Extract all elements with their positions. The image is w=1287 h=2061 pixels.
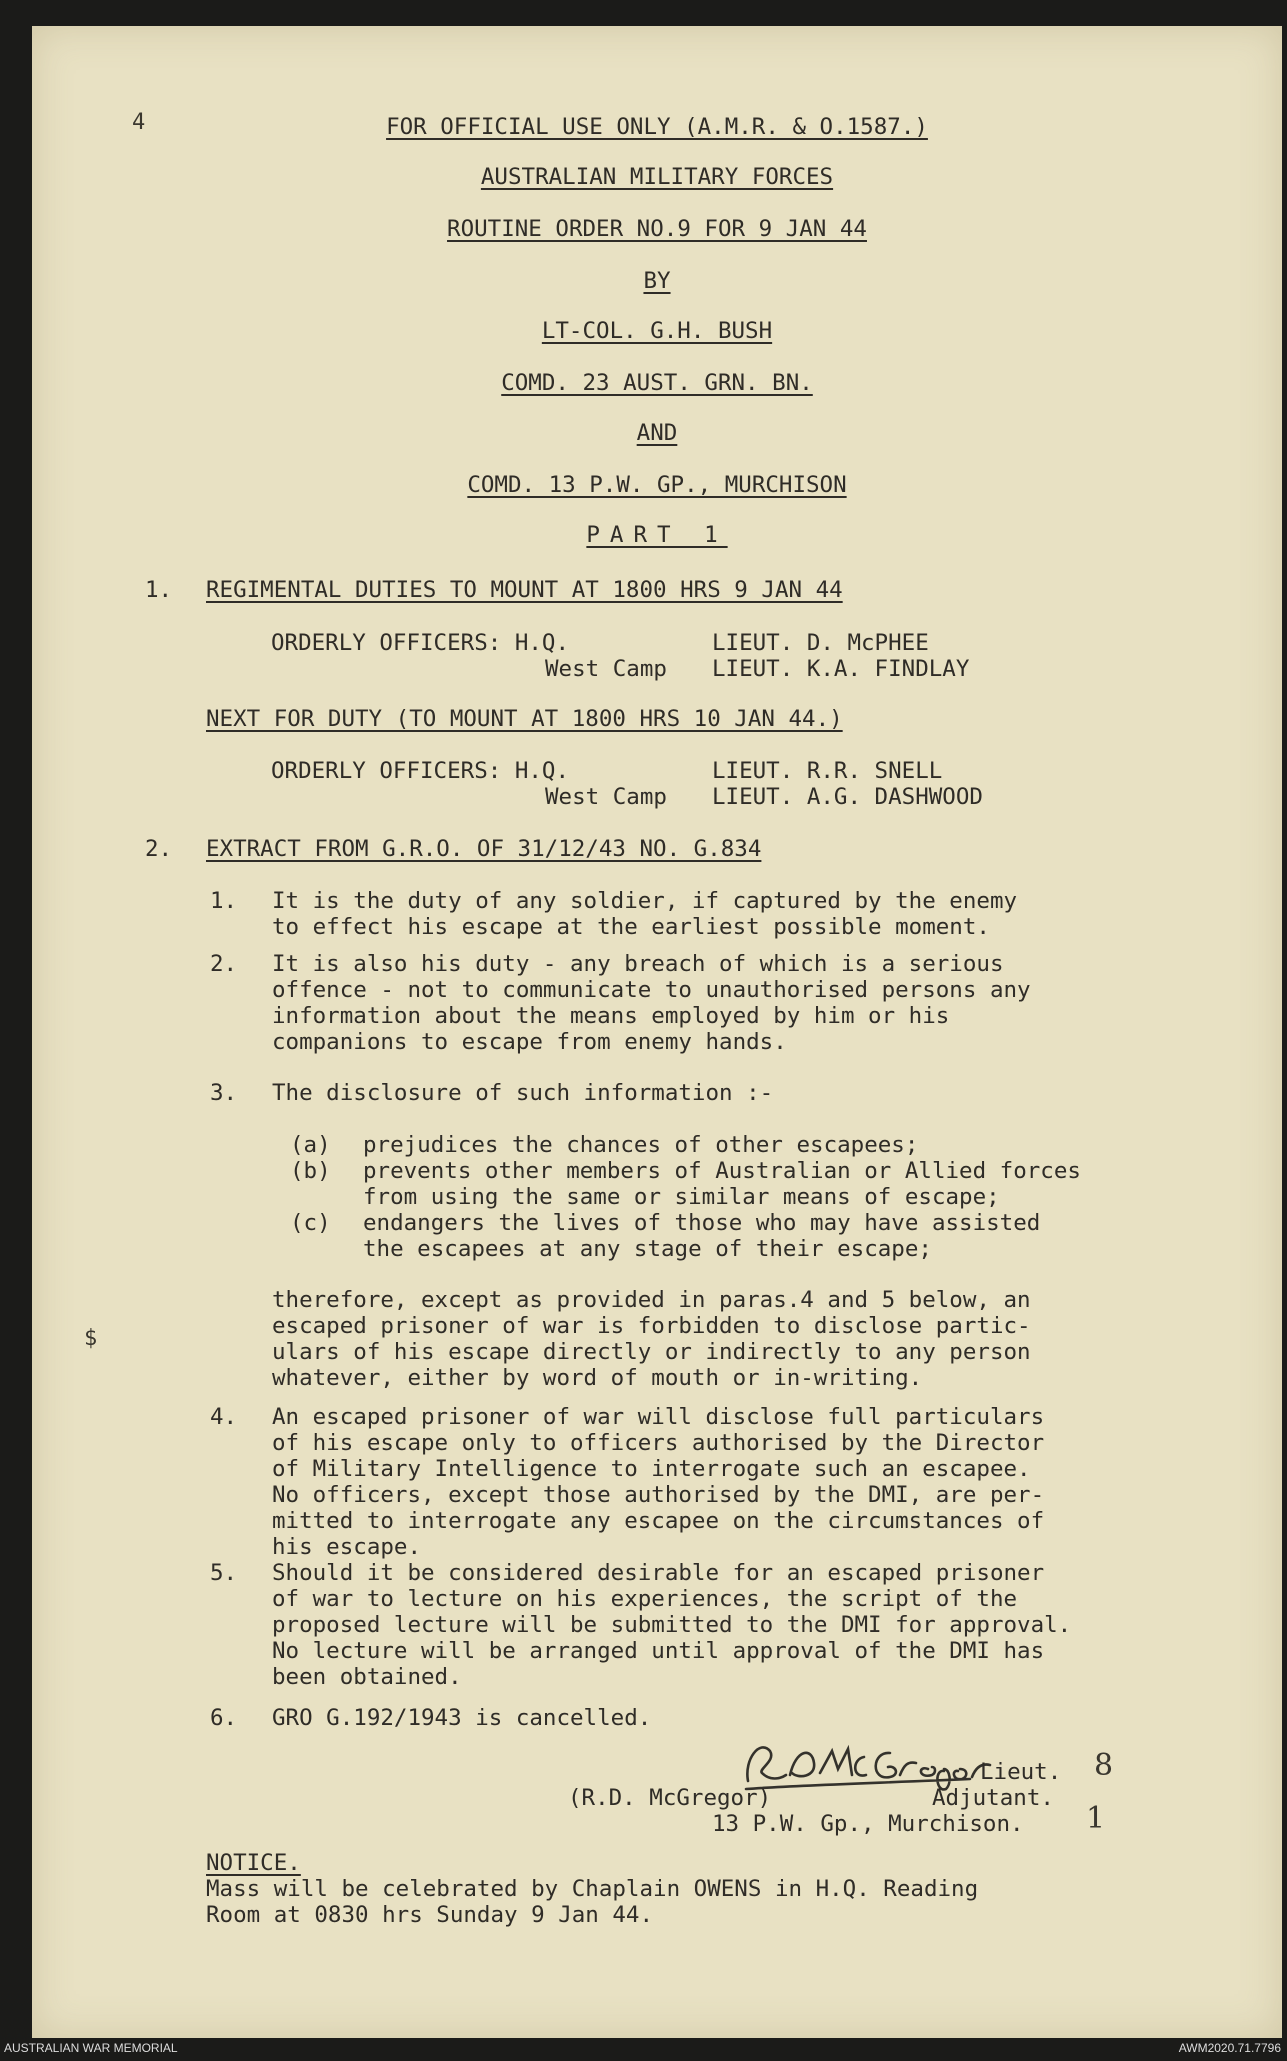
sub-item-line: prevents other members of Australian or Allied forces [363,1158,1081,1184]
sub-item-label: (b) [290,1158,331,1184]
classification-line: FOR OFFICIAL USE ONLY (A.M.R. & O.1587.) [386,114,928,140]
paragraph-line: of Military Intelligence to interrogate such an escapee. [272,1456,1031,1482]
paragraph-line: whatever, either by word of mouth or in-writing. [272,1365,923,1391]
signature-text: RDMcGregor [740,1729,747,1730]
notice-line: Room at 0830 hrs Sunday 9 Jan 44. [206,1902,654,1928]
commander-unit: COMD. 23 AUST. GRN. BN. [501,370,813,396]
paragraph-line: therefore, except as provided in paras.4 and 5 below, an [272,1287,1031,1313]
notice-line: Mass will be celebrated by Chaplain OWENS in H.Q. Reading [206,1876,979,1902]
paragraph-line: Should it be considered desirable for an escaped prisoner [272,1560,1045,1586]
section-2-title: EXTRACT FROM G.R.O. OF 31/12/43 NO. G.834 [206,836,762,862]
by-line: BY [643,268,671,294]
paragraph-line: to effect his escape at the earliest possible moment. [272,914,990,940]
sub-item-line: prejudices the chances of other escapees; [363,1132,919,1158]
paragraph-line: No lecture will be arranged until approval of the DMI has [272,1638,1045,1664]
margin-mark: 4 [132,110,146,135]
signatory-rank: Lieut. [980,1759,1062,1785]
paragraph-line: An escaped prisoner of war will disclose full particulars [272,1404,1045,1430]
duty-officer: LIEUT. R.R. SNELL [712,758,943,784]
paragraph-line: companions to escape from enemy hands. [272,1029,787,1055]
archive-reference: AWM2020.71.7796 [1178,2041,1281,2055]
duty-officer: LIEUT. K.A. FINDLAY [712,656,970,682]
duty-label: West Camp [545,784,667,810]
paragraph-number: 1. [210,888,238,914]
paragraph-line: It is also his duty - any breach of which is a serious [272,951,1004,977]
paragraph-number: 4. [210,1404,238,1430]
forces-line: AUSTRALIAN MILITARY FORCES [480,164,834,190]
paragraph-line: ulars of his escape directly or indirectly to any person [272,1339,1031,1365]
notice-title: NOTICE. [206,1850,301,1876]
and-line: AND [636,420,678,446]
page-mark: 8 [1094,1748,1114,1783]
section-1-title: REGIMENTAL DUTIES TO MOUNT AT 1800 HRS 9 JAN 44 [206,577,843,603]
sub-item-line: endangers the lives of those who may have assisted [363,1210,1041,1236]
paragraph-number: 3. [210,1080,238,1106]
paragraph-line: No officers, except those authorised by the DMI, are per- [272,1482,1045,1508]
side-mark: $ [84,1326,98,1351]
duty-label: ORDERLY OFFICERS: H.Q. [271,630,570,656]
sub-item-label: (c) [290,1210,331,1236]
duty-label: ORDERLY OFFICERS: H.Q. [271,758,570,784]
commander-name: LT-COL. G.H. BUSH [541,318,773,344]
sub-item-line: the escapees at any stage of their escape; [363,1236,932,1262]
duty-label: West Camp [545,656,667,682]
next-duty-title: NEXT FOR DUTY (TO MOUNT AT 1800 HRS 10 JAN 44.) [206,706,843,732]
paragraph-line: GRO G.192/1943 is cancelled. [272,1705,652,1731]
paragraph-line: The disclosure of such information :- [272,1080,774,1106]
paragraph-line: information about the means employed by him or his [272,1003,950,1029]
archive-credit: AUSTRALIAN WAR MEMORIAL [4,2041,178,2055]
duty-officer: LIEUT. D. McPHEE [712,630,929,656]
paragraph-line: proposed lecture will be submitted to the DMI for approval. [272,1612,1072,1638]
section-2-number: 2. [145,836,173,862]
duty-officer: LIEUT. A.G. DASHWOOD [712,784,983,810]
document-page [32,26,1282,2038]
routine-order-title: ROUTINE ORDER NO.9 FOR 9 JAN 44 [447,216,867,242]
signatory-role: Adjutant. [932,1785,1054,1811]
sub-item-label: (a) [290,1132,331,1158]
paragraph-number: 5. [210,1560,238,1586]
paragraph-line: mitted to interrogate any escapee on the circumstances of [272,1508,1045,1534]
page-mark: 1 [1086,1801,1106,1836]
section-1-number: 1. [145,577,173,603]
part-heading: PART 1 [586,522,728,548]
sub-item-line: from using the same or similar means of escape; [363,1184,1000,1210]
paragraph-line: offence - not to communicate to unauthorised persons any [272,977,1031,1003]
signatory-unit: 13 P.W. Gp., Murchison. [712,1811,1024,1837]
paragraph-line: escaped prisoner of war is forbidden to disclose partic- [272,1313,1031,1339]
paragraph-line: been obtained. [272,1664,462,1690]
group-command: COMD. 13 P.W. GP., MURCHISON [467,472,847,498]
paragraph-line: of war to lecture on his experiences, the script of the [272,1586,1018,1612]
paragraph-line: of his escape only to officers authorised by the Director [272,1430,1045,1456]
paragraph-line: his escape. [272,1534,422,1560]
paragraph-number: 2. [210,951,238,977]
paragraph-line: It is the duty of any soldier, if captured by the enemy [272,888,1018,914]
signatory-name: (R.D. McGregor) [568,1785,772,1811]
paragraph-number: 6. [210,1705,238,1731]
